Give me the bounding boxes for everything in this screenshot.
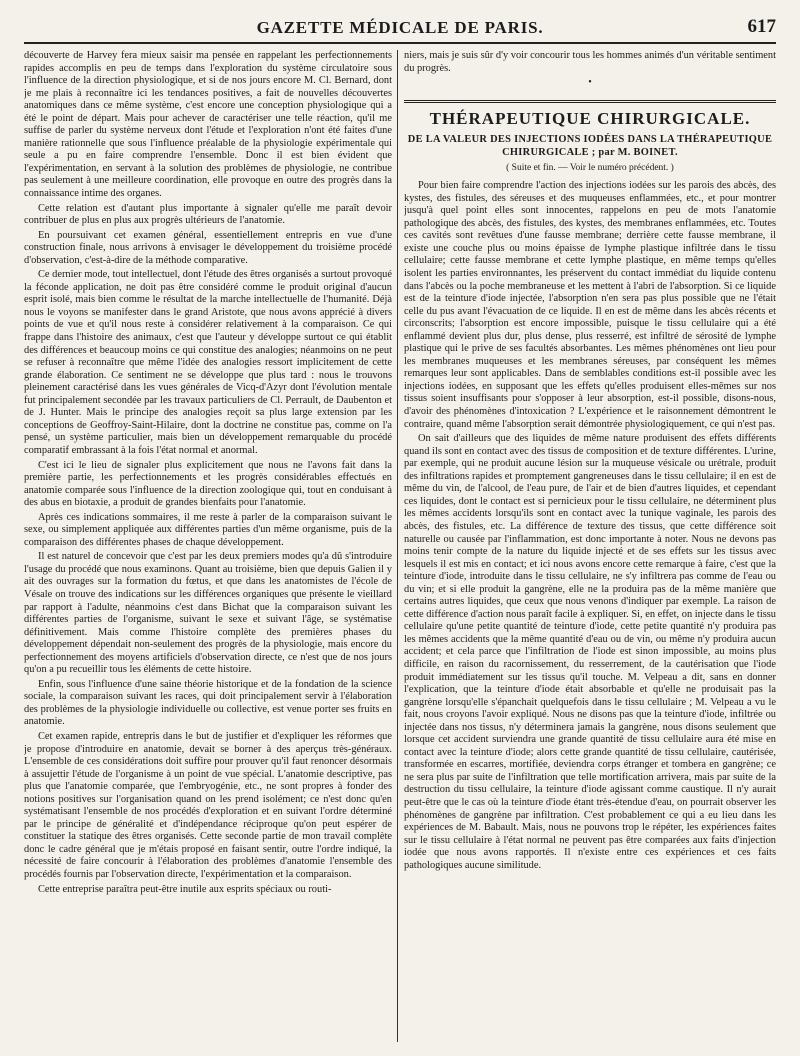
- paragraph: En poursuivant cet examen général, essentiellement entrepris en vue d'une construction finale, nous arrivons à envisager le développement du troisième procédé d'observation, c'est-à-dire de la méthode comparative.: [24, 229, 392, 266]
- paragraph: Cette entreprise paraîtra peut-être inutile aux esprits spéciaux ou routi-: [38, 883, 332, 895]
- journal-title: GAZETTE MÉDICALE DE PARIS.: [256, 18, 544, 37]
- paragraph: Pour bien faire comprendre l'action des injections iodées sur les parois des abcès, des kystes, des fistules, des séreuses et des muqueuses enflammées, etc., et pour montrer jusqu'à quel point elles sont innocentes, rappelons en peu de mots l'anatomie pathologique des abcès, des fistules, des kystes, des membranes enflammées, etc. Toutes ces cavités sont revêtues d'une fausse membrane; derrière cette fausse membrane, il existe une couche plus ou moins épaisse de lymphe plastique infiltrée dans le tissu cellulaire; cette fausse membrane et cette lymphe plastique, en même temps qu'elles isolent les parties environnantes, les préservent du contact immédiat du liquide contenu dans l'abcès ou la poche membraneuse et les mettent à l'abri de l'absorption. Si ce liquide est de la teinture d'iode injectée, l'absorption n'en sera pas plus possible que ne l'était celle du pus avant l'évacuation de ce liquide. Il en est de même dans les abcès récents et circonscrits; l'absorption est encore impossible, puisque le tissu cellulaire qui a été enflammé devient plus dur, plus dense, plus resserré, est infiltré de sérosité de lymphe plastique qui le prive de ses facultés absorbantes. Les mêmes phénomènes ont lieu pour les membranes muqueuses et les membranes séreuses, par conséquent les mêmes remarques leur sont applicables. Dans de semblables conditions est-il possible avec les injections iodées, en supposant que les effets qu'elles produisent elles-mêmes sur nos tissus soient insuffisants pour s'opposer à leur absorption, est-il possible, disons-nous, d'avoir des phénomènes d'intoxication ? L'expérience et le raisonnement démontrent le contraire, quand même l'absorption serait démontrée physiologiquement, ce qui n'est pas.: [404, 180, 776, 430]
- paragraph: Enfin, sous l'influence d'une saine théorie historique et de la fondation de la science sociale, la comparaison suivant les races, qui doit principalement servir à l'élaboration des problèmes de la physiologie individuelle ou collective, est venue porter ses fruits en anatomie.: [24, 678, 392, 728]
- left-column: [24, 50, 392, 1044]
- paragraph: Après ces indications sommaires, il me reste à parler de la comparaison suivant le sexe, ou simplement appliquée aux différentes parties d'un même organisme, puis de la comparaison des différentes phases de chaque développement.: [24, 511, 392, 548]
- paragraph: Il est naturel de concevoir que c'est par les deux premiers modes qu'a dû s'introduire l'usage du procédé que nous examinons. Quant au troisième, bien que depuis Galien il y ait des ouvrages sur la formation du fœtus, et que dans les anatomistes de l'école de Vésale on trouve des indications sur les différences organiques que présente le vieillard par rapport à l'adulte, néanmoins c'est dans Bichat que la comparaison suivant les différentes parties de l'organisme, suivant le sexe et suivant l'âge, se systématise définitivement. Mais comme l'histoire complète des premières phases du développement dépendait non-seulement des progrès de la physiologie, mais encore du perfectionnement des moyens artificiels d'observation directe, ce n'est que de nos jours qu'on a pu recueillir tous les éléments de cette histoire.: [24, 551, 392, 676]
- continuation-paragraph: niers, mais je suis sûr d'y voir concourir tous les hommes animés d'un véritable sentiment du progrès.: [404, 50, 776, 74]
- paragraph: On sait d'ailleurs que des liquides de même nature produisent des effets différents quand ils sont en contact avec des tissus de composition et de texture différentes. L'urine, par exemple, qui ne produit aucune lésion sur la muqueuse vésicale ou urétrale, produit des infiltrations rapides et promptement gangreneuses dans le tissu cellulaire; il en est de même du vin, de l'alcool, de l'eau pure, de l'air et de bien d'autres liquides, et cependant ces liquides, dont le contact est si pernicieux pour le tissu cellulaire, ne déterminent plus les mêmes accidents lorsqu'ils sont en contact avec la tunique vaginale, les parois des abcès, des fistules, etc. La différence de texture des tissus, que cette différence soit naturelle ou causée par l'inflammation, est donc importante à noter. Nous ne devons pas moins tenir compte de la nature du liquide injecté et de ses effets sur les tissus avec lesquels il est mis en contact; et ici nous avons encore cette remarque à faire, c'est que la teinture d'iode, introduite dans le tissu cellulaire, ne s'y infiltrera pas comme de l'eau ou du vin; et si elle produit la gangrène, elle ne la produira pas de la même manière que certains autres liquides, que ceux que nous venons d'indiquer par exemple. La raison de cette différence d'action nous paraît facile à expliquer. Si, en effet, on injecte dans le tissu cellulaire qu'une petite quantité de teinture d'iode, cette petite quantité n'y produira pas les mêmes accidents que la même quantité d'eau ou de vin, ou même n'y produira aucun accident; et cela parce que l'infiltration de l'iode est sinon impossible, au moins plus difficile, en raison du racornissement, du resserrement, de la cautérisation que l'iode produit immédiatement sur les tissus qu'il touche. M. Velpeau a dit, sans en donner l'explication, que la teinture d'iode était absorbable et qu'elle ne produisait pas la gangrène lorsqu'elle s'épanchait quelquefois dans le tissu cellulaire ; M. Velpeau a vu le fait, nous croyons l'avoir expliqué. Nous ne disons pas que la teinture d'iode, infiltrée ou injectée dans nos tissus, n'y déterminera jamais la gangrène, nous disons seulement que lorsque cet accident surviendra une grande quantité de tissu cellulaire aura été mise en contact avec la teinture d'iode; alors cette grande quantité de tissu cellulaire, cautérisée, transformée en escarres, mortifiée, deviendra corps étranger et tombera en gangrène; ce ne sera plus par suite de l'infiltration que telle mortification arrivera, mais par suite de la destruction du tissu cellulaire, la teinture d'iode agissant comme caustique. Il n'y aurait peut-être que le cas où la teinture d'iode étant très-étendue d'eau, on pourrait observer les phénomènes de gangrène par infiltration. C'est probablement ce qui a eu lieu dans les expériences de M. Babault. Mais, nous ne pouvons trop le répéter, les expériences faites sur le tissu cellulaire à l'état normal ne peuvent pas être comparées aux faits d'injection iodée que nous avons rapportés. Il n'existe entre ces expériences et ces faits pathologiques aucune similitude.: [404, 433, 776, 871]
- section-rule: [404, 100, 776, 103]
- article-title: DE LA VALEUR DES INJECTIONS IODÉES DANS LA THÉRAPEUTIQUE CHIRURGICALE ; par M. BOINET.: [407, 133, 773, 158]
- right-column: [404, 50, 776, 1044]
- paragraph: Cet examen rapide, entrepris dans le but de justifier et d'expliquer les réformes que je propose d'introduire en anatomie, devait se borner à des aperçus très-généraux. L'ensemble de ces considérations doit suffire pour prouver qu'il faut renoncer désormais à assujettir l'étude de l'organisme à un point de vue spécial. L'anatomie descriptive, pas plus que l'anatomie comparée, que l'embryogénie, etc., ne sont propres à fonder des notions positives sur l'organisation quand on les prend isolément; ce n'est donc qu'en systématisant l'ensemble de nos procédés d'exploration et en suivant l'ordre déterminé par le principe de généralité et d'indépendance réciproque qu'on peut espérer de constituer la statique des êtres organisés. Cette seconde partie de mon travail complète donc le cadre général que je m'étais proposé en faisant sentir, outre l'ordre indiqué, la nécessité de faire concourir à l'élaboration des problèmes d'anatomie l'ensemble des procédés fournis par l'observation directe, l'expérimentation et la comparaison.: [24, 730, 392, 880]
- paragraph: découverte de Harvey fera mieux saisir ma pensée en rappelant les perfectionnements rapides accomplis en peu de temps dans l'exploration du système circulatoire sous l'influence de la direction physiologique, et si de nos jours encore M. Cl. Bernard, dont je me plais à reconnaître ici les tendances positives, a fait de nouvelles découvertes anatomiques dans ce même système, c'est encore une conception physiologique qui a été le point de départ. Mais pour achever de caractériser une telle réaction, qu'il me suffise de parler du système nerveux dont l'étude et l'exploration n'ont été faites d'une manière rationnelle que sous l'influence préalable de la physiologie expérimentale qui seule a pu en faire comprendre l'ensemble. Donc il est bien évident que l'expérimentation, en servant à la solution des problèmes de physiologie, ne contribue pas seulement à une meilleure coordination, elle provoque en outre des progrès dans la connaissance intime des organes.: [24, 50, 392, 200]
- article-subtitle: ( Suite et fin. — Voir le numéro précédent. ): [506, 162, 674, 173]
- page-number: 617: [747, 16, 776, 37]
- ornament-icon: •: [588, 77, 592, 89]
- paragraph: Ce dernier mode, tout intellectuel, dont l'étude des êtres organisés a surtout provoqué la féconde application, ne doit pas être considéré comme le produit original d'aucun esprit isolé, mais bien comme le résultat de la marche intellectuelle de l'humanité. Déjà nous le voyons se manifester dans le grand Aristote, que nous avons apprécié à divers points de vue et qu'il nous reste à considérer relativement à la comparaison. Ce qui frappe dans l'histoire des animaux, c'est que l'auteur y développe surtout ce qui établit des différences et beaucoup moins ce qui constitue des analogies; néanmoins on ne peut se refuser à reconnaître que même l'idée des analogies ressort implicitement de cette grande élaboration. Ce sentiment ne se développe que plus tard : nous le trouvons pleinement caractérisé dans les vues générales de Vicq-d'Azyr dont l'évolution mentale fut principalement secondée par les travaux particuliers de Cl. Perrault, de Daubenton et de J. Hunter. Mais le principe des analogies reçoit sa plus large extension par les conceptions de Geoffroy-Saint-Hilaire, dont la doctrine ne constitue pas, comme on l'a pensé, un système particulier, mais bien un développement remarquable du procédé comparatif embrassant à la fois l'état normal et anormal.: [24, 269, 392, 456]
- column-divider: [397, 50, 398, 1042]
- section-title: THÉRAPEUTIQUE CHIRURGICALE.: [429, 108, 751, 128]
- page-header: [24, 16, 776, 44]
- paragraph: Cette relation est d'autant plus importante à signaler qu'elle me paraît devoir contribuer de plus en plus aux progrès ultérieurs de l'anatomie.: [24, 202, 392, 227]
- paragraph: C'est ici le lieu de signaler plus explicitement que nous ne l'avons fait dans la première partie, les perfectionnements et les progrès considérables effectués en anatomie comparée sous l'influence de la direction zoologique qui, tout en conduisant à des abus en biotaxie, a produit de grandes bienfaits pour l'anatomie.: [24, 459, 392, 509]
